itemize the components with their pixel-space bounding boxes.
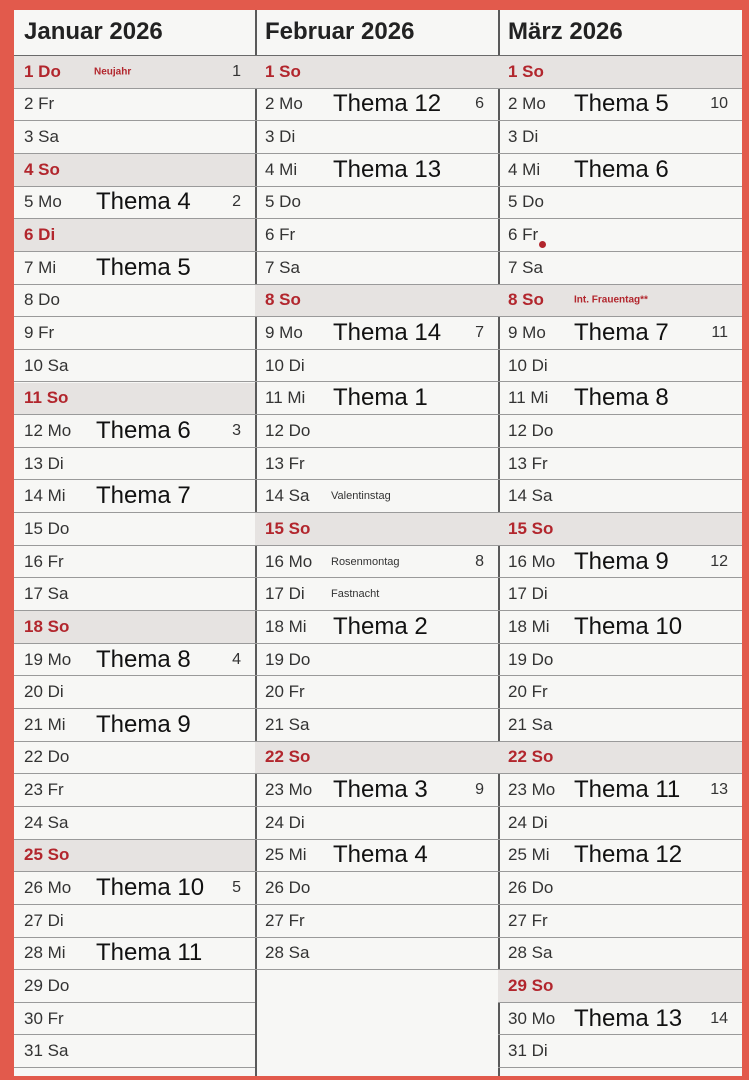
topic-note: Thema 1 <box>333 384 428 412</box>
day-row <box>498 350 742 383</box>
topic-note: Thema 5 <box>96 253 191 281</box>
topic-note: Thema 3 <box>333 776 428 804</box>
topic-note: Thema 14 <box>333 319 442 346</box>
day-label: 11 Mi <box>508 388 549 408</box>
day-row <box>14 611 255 644</box>
day-label: 12 Do <box>265 420 311 440</box>
day-label: 8 Do <box>24 290 60 310</box>
day-row <box>255 611 498 644</box>
day-label: 18 Mi <box>508 616 550 636</box>
day-row <box>14 1003 255 1036</box>
day-row <box>498 742 742 775</box>
week-number: 9 <box>475 781 484 799</box>
day-label: 5 Mo <box>24 192 62 212</box>
day-row <box>255 578 498 611</box>
day-row <box>14 252 255 285</box>
day-label: 1 So <box>265 61 301 81</box>
day-label: 7 Sa <box>265 257 300 277</box>
week-number: 8 <box>475 552 484 570</box>
day-row <box>14 350 255 383</box>
day-row <box>14 1036 255 1069</box>
week-number: 3 <box>232 421 241 439</box>
day-label: 22 So <box>265 747 311 767</box>
day-label: 18 So <box>24 616 70 636</box>
day-label: 5 Do <box>508 192 544 212</box>
day-label: 4 Mi <box>508 159 541 179</box>
day-label: 16 Mo <box>265 551 313 571</box>
day-row <box>14 807 255 840</box>
day-label: 31 Sa <box>24 1041 69 1061</box>
day-label: 20 Fr <box>265 682 305 702</box>
month-column <box>255 10 498 1076</box>
month-column <box>498 10 742 1076</box>
day-label: 2 Mo <box>265 94 303 114</box>
day-label: 22 Do <box>24 747 70 767</box>
topic-note: Thema 6 <box>574 155 669 183</box>
day-label: 23 Mo <box>508 780 556 800</box>
week-number: 4 <box>232 650 241 668</box>
day-row <box>255 546 498 579</box>
day-row <box>498 807 742 840</box>
day-label: 25 So <box>24 845 70 865</box>
day-row <box>255 938 498 971</box>
day-row <box>14 121 255 154</box>
day-row <box>14 56 255 89</box>
day-label: 17 Di <box>508 584 548 604</box>
day-row <box>14 383 255 416</box>
holiday-label: Neujahr <box>94 66 132 78</box>
day-label: 8 So <box>508 290 544 310</box>
day-label: 6 Di <box>24 225 56 245</box>
day-row <box>498 611 742 644</box>
day-label: 21 Sa <box>265 714 310 734</box>
day-row <box>498 938 742 971</box>
day-label: 2 Fr <box>24 94 55 114</box>
day-row <box>498 644 742 677</box>
day-row <box>498 709 742 742</box>
day-label: 19 Do <box>508 649 554 669</box>
day-label: 21 Mi <box>24 714 66 734</box>
topic-note: Thema 9 <box>96 710 191 738</box>
day-row <box>255 513 498 546</box>
day-label: 26 Do <box>508 878 554 898</box>
holiday-label: Fastnacht <box>331 588 380 601</box>
day-label: 3 Sa <box>24 127 59 147</box>
day-row <box>14 448 255 481</box>
holiday-label: Int. Frauentag** <box>574 294 648 306</box>
topic-note: Thema 8 <box>96 645 191 673</box>
day-row <box>498 1003 742 1036</box>
day-row <box>255 676 498 709</box>
day-row <box>14 219 255 252</box>
day-row <box>498 285 742 318</box>
topic-note: Thema 13 <box>574 1004 683 1032</box>
week-number: 10 <box>710 95 728 113</box>
day-row <box>255 121 498 154</box>
day-label: 1 Do <box>24 61 61 81</box>
day-row <box>14 840 255 873</box>
day-label: 12 Mo <box>24 420 72 440</box>
day-row <box>498 513 742 546</box>
day-row <box>498 872 742 905</box>
week-number: 7 <box>475 324 484 341</box>
topic-note: Thema 11 <box>96 939 203 967</box>
day-label: 9 Mo <box>265 323 303 342</box>
day-label: 27 Fr <box>265 910 305 930</box>
day-label: 29 So <box>508 976 554 995</box>
day-label: 11 Mi <box>265 388 306 408</box>
day-label: 20 Fr <box>508 682 548 702</box>
topic-note: Thema 2 <box>333 612 428 640</box>
day-row <box>498 578 742 611</box>
day-row <box>14 187 255 220</box>
day-row <box>498 187 742 220</box>
day-label: 19 Do <box>265 649 311 669</box>
day-label: 12 Do <box>508 420 554 440</box>
day-row <box>498 1036 742 1069</box>
day-row <box>255 317 498 350</box>
day-label: 18 Mi <box>265 616 307 636</box>
day-row <box>498 774 742 807</box>
day-row <box>14 872 255 905</box>
day-row <box>14 415 255 448</box>
day-row <box>498 905 742 938</box>
day-row <box>255 285 498 318</box>
day-row <box>14 709 255 742</box>
day-label: 24 Di <box>508 812 548 832</box>
day-row <box>255 252 498 285</box>
day-row <box>498 56 742 89</box>
day-label: 24 Sa <box>24 812 69 832</box>
day-label: 14 Sa <box>265 486 310 506</box>
topic-note: Thema 8 <box>574 384 669 412</box>
day-row <box>14 774 255 807</box>
day-row <box>498 154 742 187</box>
day-label: 15 So <box>508 518 554 538</box>
day-label: 15 Do <box>24 518 70 538</box>
day-label: 10 Sa <box>24 355 69 375</box>
month-title: Februar 2026 <box>255 10 498 56</box>
day-label: 20 Di <box>24 682 64 702</box>
day-label: 7 Mi <box>24 257 57 277</box>
day-label: 31 Di <box>508 1041 548 1061</box>
topic-note: Thema 10 <box>96 874 205 902</box>
day-label: 5 Do <box>265 192 301 212</box>
day-row <box>255 350 498 383</box>
day-label: 13 Fr <box>508 453 548 473</box>
day-label: 9 Mo <box>508 323 546 342</box>
day-label: 30 Mo <box>508 1008 556 1028</box>
day-row <box>14 480 255 513</box>
day-row <box>498 676 742 709</box>
day-row <box>255 56 498 89</box>
day-label: 23 Mo <box>265 780 313 800</box>
day-label: 17 Di <box>265 584 305 604</box>
day-row <box>14 546 255 579</box>
day-label: 25 Mi <box>265 845 307 865</box>
day-label: 26 Mo <box>24 878 72 898</box>
topic-note: Thema 13 <box>333 155 442 183</box>
month-title: März 2026 <box>498 10 742 56</box>
day-row <box>14 317 255 350</box>
topic-note: Thema 11 <box>574 776 681 804</box>
topic-note: Thema 9 <box>574 547 669 575</box>
marker-dot <box>539 241 546 248</box>
day-row <box>498 383 742 416</box>
topic-note: Thema 4 <box>96 188 191 216</box>
day-row <box>14 970 255 1003</box>
day-row <box>255 448 498 481</box>
day-label: 25 Mi <box>508 845 550 865</box>
day-label: 3 Di <box>508 127 539 147</box>
day-row <box>498 121 742 154</box>
day-label: 27 Fr <box>508 910 548 930</box>
day-row <box>498 448 742 481</box>
topic-note: Thema 7 <box>96 482 191 510</box>
week-number: 12 <box>710 552 728 570</box>
day-row <box>255 709 498 742</box>
day-label: 17 Sa <box>24 584 69 604</box>
day-row <box>255 154 498 187</box>
day-row <box>498 219 742 252</box>
day-row <box>255 187 498 220</box>
day-label: 10 Di <box>265 355 305 375</box>
day-label: 8 So <box>265 290 301 310</box>
day-row <box>255 480 498 513</box>
day-row <box>14 742 255 775</box>
day-label: 15 So <box>265 518 311 538</box>
day-row <box>255 415 498 448</box>
day-label: 29 Do <box>24 976 70 995</box>
day-label: 28 Sa <box>265 943 310 963</box>
day-label: 6 Fr <box>265 225 296 245</box>
week-number: 1 <box>232 62 241 80</box>
month-title: Januar 2026 <box>14 10 255 56</box>
day-label: 11 So <box>24 388 69 408</box>
day-row <box>255 840 498 873</box>
day-label: 6 Fr <box>508 225 539 245</box>
day-label: 22 So <box>508 747 554 767</box>
day-row <box>498 970 742 1003</box>
month-column <box>14 10 255 1076</box>
day-row <box>498 252 742 285</box>
day-label: 27 Di <box>24 910 64 930</box>
day-row <box>498 546 742 579</box>
day-label: 13 Di <box>24 453 64 473</box>
holiday-label: Valentinstag <box>331 490 391 503</box>
holiday-label: Rosenmontag <box>331 555 400 568</box>
day-row <box>14 676 255 709</box>
topic-note: Thema 7 <box>574 319 669 346</box>
day-label: 4 Mi <box>265 159 298 179</box>
calendar-sheet <box>14 10 742 1076</box>
day-label: 26 Do <box>265 878 311 898</box>
day-row <box>255 742 498 775</box>
week-number: 11 <box>711 324 728 341</box>
day-row <box>255 219 498 252</box>
day-label: 21 Sa <box>508 714 553 734</box>
day-label: 23 Fr <box>24 780 64 800</box>
day-row <box>14 578 255 611</box>
day-label: 7 Sa <box>508 257 543 277</box>
day-label: 3 Di <box>265 127 296 147</box>
day-row <box>498 480 742 513</box>
week-number: 6 <box>475 95 484 113</box>
topic-note: Thema 10 <box>574 612 683 640</box>
day-row <box>255 383 498 416</box>
day-row <box>498 415 742 448</box>
week-number: 5 <box>232 879 241 897</box>
topic-note: Thema 6 <box>96 416 191 444</box>
week-number: 13 <box>710 781 728 799</box>
day-row <box>255 644 498 677</box>
day-row <box>14 644 255 677</box>
day-label: 28 Mi <box>24 943 66 963</box>
day-label: 14 Sa <box>508 486 553 506</box>
day-label: 24 Di <box>265 812 305 832</box>
day-row <box>14 938 255 971</box>
day-label: 16 Fr <box>24 551 64 571</box>
day-row <box>255 807 498 840</box>
day-label: 28 Sa <box>508 943 553 963</box>
day-row <box>14 154 255 187</box>
day-row <box>14 285 255 318</box>
day-label: 1 So <box>508 61 544 81</box>
day-row <box>498 317 742 350</box>
day-label: 19 Mo <box>24 649 72 669</box>
day-row <box>498 89 742 122</box>
day-row <box>14 513 255 546</box>
week-number: 14 <box>710 1009 728 1027</box>
day-row <box>14 905 255 938</box>
day-label: 4 So <box>24 159 60 179</box>
day-label: 30 Fr <box>24 1008 64 1028</box>
day-label: 13 Fr <box>265 453 305 473</box>
day-row <box>14 89 255 122</box>
day-label: 2 Mo <box>508 94 546 114</box>
topic-note: Thema 12 <box>574 841 683 869</box>
week-number: 2 <box>232 193 241 211</box>
day-label: 14 Mi <box>24 486 66 506</box>
day-row <box>255 905 498 938</box>
day-row <box>498 840 742 873</box>
day-label: 9 Fr <box>24 323 55 342</box>
day-row <box>255 89 498 122</box>
day-label: 10 Di <box>508 355 548 375</box>
topic-note: Thema 4 <box>333 841 428 869</box>
day-row <box>255 774 498 807</box>
topic-note: Thema 5 <box>574 90 669 118</box>
topic-note: Thema 12 <box>333 90 442 118</box>
day-label: 16 Mo <box>508 551 556 571</box>
day-row <box>255 872 498 905</box>
